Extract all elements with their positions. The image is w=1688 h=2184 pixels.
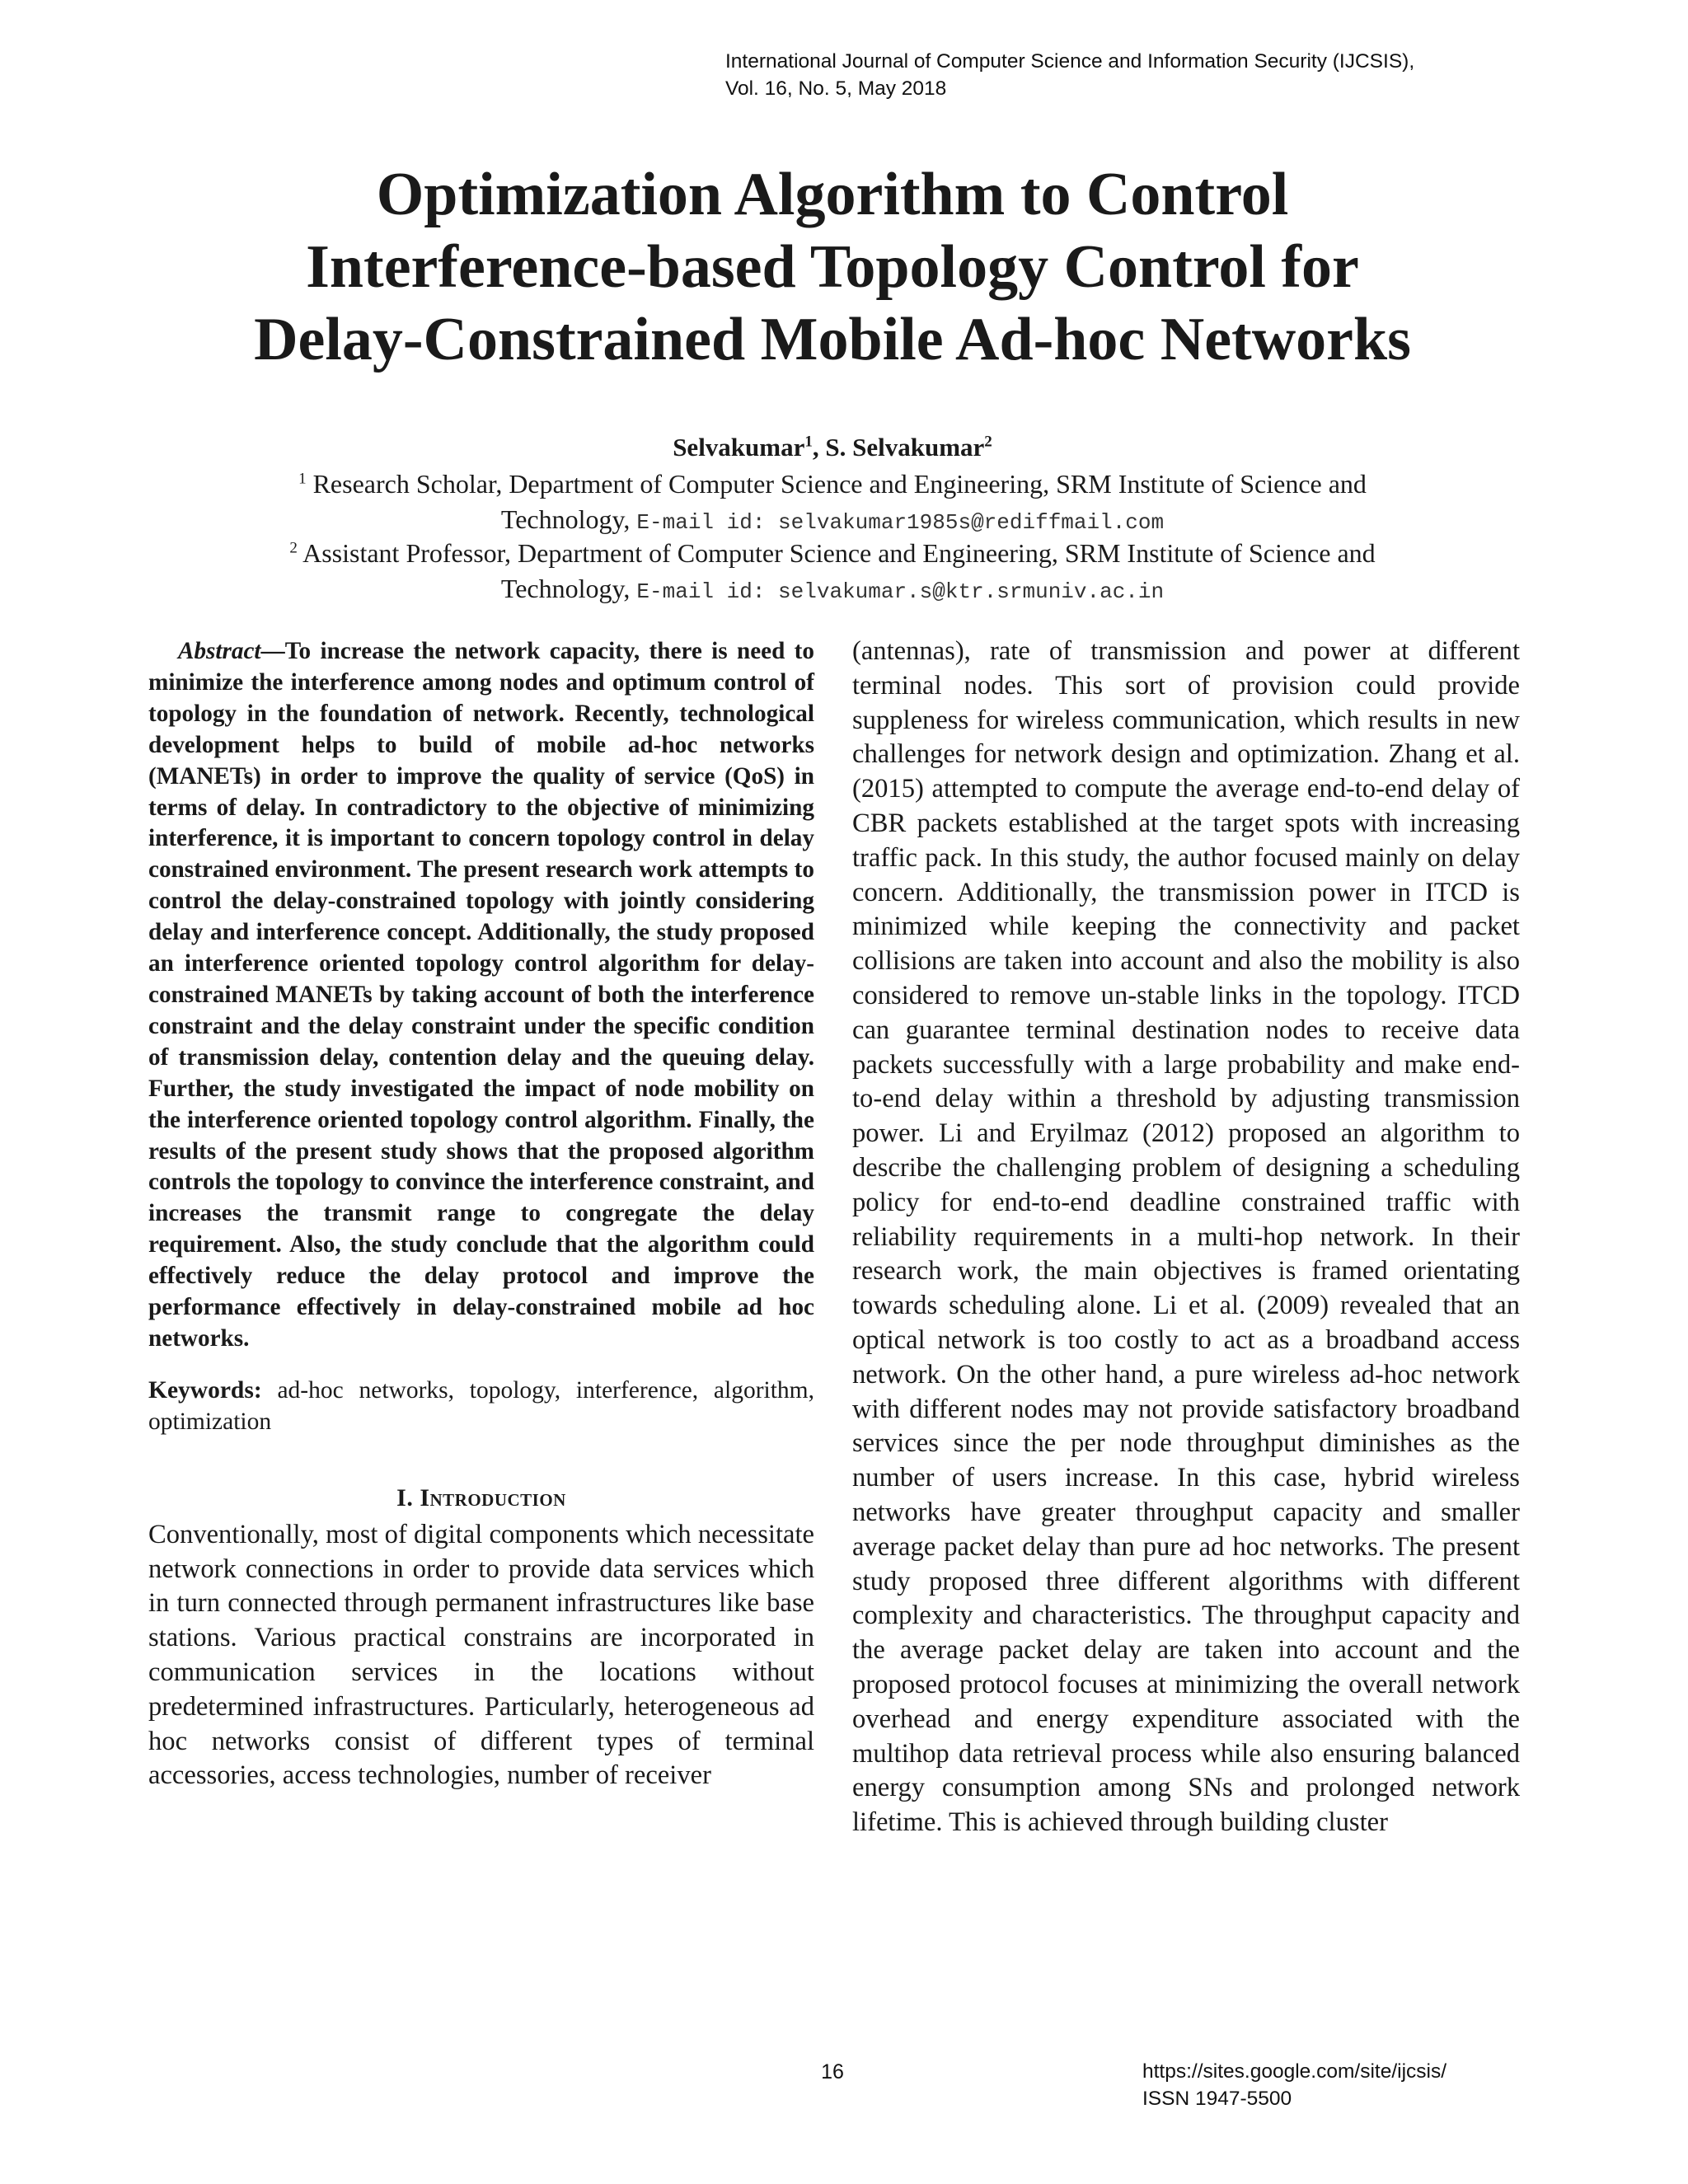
footer-info bbox=[1142, 2058, 1554, 2112]
keywords bbox=[148, 1375, 814, 1437]
right-column bbox=[852, 635, 1520, 1840]
affiliation-1-text-cont: Technology, bbox=[500, 504, 637, 534]
journal-header bbox=[725, 48, 1550, 102]
affiliation-2-text: Assistant Professor, Department of Computer Science and Engineering, SRM Institute of Science and bbox=[297, 538, 1376, 568]
affiliation-1-email: E-mail id: selvakumar1985s@rediffmail.com bbox=[636, 510, 1165, 535]
left-column bbox=[148, 636, 814, 1793]
abstract-label: Abstract bbox=[178, 638, 261, 664]
page-number: 16 bbox=[821, 2060, 844, 2083]
section-number: I. bbox=[396, 1483, 414, 1511]
body-paragraph: (antennas), rate of transmission and power at different terminal nodes. This sort of provision could provide suppleness for wireless communication, which results in new challenges for network design and optimization. Zhang et al. (2015) attempted to compute the average end-to-end delay of CBR packets established at the target spots with increasing traffic pack. In this study, the author focused mainly on delay concern. Additionally, the transmission power in ITCD is minimized while keeping the connectivity and packet collisions are taken into account and also the mobility is also considered to remove un-stable links in the topology. ITCD can guarantee terminal destination nodes to receive data packets successfully with a large probability and make end-to-end delay within a threshold by adjusting transmission power. Li and Eryilmaz (2012) proposed an algorithm to describe the challenging problem of designing a scheduling policy for end-to-end deadline constrained traffic with reliability requirements in a multi-hop network. In their research work, the main objectives is framed orientating towards scheduling alone. Li et al. (2009) revealed that an optical network is too costly to act as a broadband access network. On the other hand, a pure wireless ad-hoc network with different nodes may not provide satisfactory broadband services since the per node throughput diminishes as the number of users increase. In this case, hybrid wireless networks have greater throughput capacity and smaller average packet delay than pure ad hoc networks. The present study proposed three different algorithms with different complexity and characteristics. The throughput capacity and the average packet delay are taken into account and the proposed protocol focuses at minimizing the overall network overhead and energy expenditure associated with the multihop data retrieval process while also ensuring balanced energy consumption among SNs and prolonged network lifetime. This is achieved through building cluster bbox=[852, 636, 1520, 1838]
introduction-paragraph: Conventionally, most of digital components which necessitate network connections in order to provide data services which in turn connected through permanent infrastructures like base stations. Various practical constrains are incorporated in communication services in the locations without predetermined infrastructures. Particularly, heterogeneous ad hoc networks consist of different types of terminal accessories, access technologies, number of receiver bbox=[148, 1519, 814, 1791]
affiliation-1 bbox=[148, 466, 1517, 541]
affiliation-2-email: E-mail id: selvakumar.s@ktr.srmuniv.ac.in bbox=[636, 579, 1165, 604]
abstract-dash: — bbox=[260, 638, 285, 664]
keywords-label: Keywords: bbox=[148, 1376, 262, 1404]
title-line-3: Delay-Constrained Mobile Ad-hoc Networks bbox=[254, 306, 1411, 373]
author-list bbox=[148, 430, 1517, 465]
title-line-1: Optimization Algorithm to Control bbox=[376, 161, 1289, 228]
journal-volume: Vol. 16, No. 5, May 2018 bbox=[725, 77, 947, 100]
author-2-marker: 2 bbox=[984, 433, 992, 451]
keywords-text: ad-hoc networks, topology, interference, algorithm, optimization bbox=[148, 1376, 814, 1435]
author-2-name: S. Selvakumar bbox=[825, 433, 985, 462]
abstract-text: To increase the network capacity, there is need to minimize the interference among nodes and optimum control of topology in the foundation of network. Recently, technological development helps to build of mobile ad-hoc networks (MANETs) in order to improve the quality of service (QoS) in terms of delay. In contradictory to the objective of minimizing interference, it is important to concern topology control in delay constrained environment. The present research work attempts to control the delay-constrained topology with jointly considering delay and interference concept. Additionally, the study proposed an interference oriented topology control algorithm for delay-constrained MANETs by taking account of both the interference constraint and the delay constraint under the specific condition of transmission delay, contention delay and the queuing delay. Further, the study investigated the impact of node mobility on the interference oriented topology control algorithm. Finally, the results of the present study shows that the proposed algorithm controls the topology to convince the interference constraint, and increases the transmit range to congregate the delay requirement. Also, the study conclude that the algorithm could effectively reduce the delay protocol and improve the performance effectively in delay-constrained mobile ad hoc networks. bbox=[148, 638, 814, 1352]
paper-title bbox=[148, 158, 1517, 376]
author-1-name: Selvakumar bbox=[673, 433, 805, 462]
author-separator: , bbox=[812, 433, 826, 462]
affiliation-2-marker: 2 bbox=[289, 539, 298, 557]
issn: ISSN 1947-5500 bbox=[1142, 2088, 1292, 2110]
title-line-2: Interference-based Topology Control for bbox=[306, 233, 1359, 301]
abstract bbox=[148, 636, 814, 1355]
journal-name: International Journal of Computer Science and Information Security (IJCSIS), bbox=[725, 50, 1415, 73]
section-title: Introduction bbox=[420, 1483, 566, 1511]
author-1-marker: 1 bbox=[804, 433, 813, 451]
affiliation-2 bbox=[148, 536, 1517, 610]
section-heading-introduction bbox=[148, 1482, 814, 1515]
affiliation-1-text: Research Scholar, Department of Computer Science and Engineering, SRM Institute of Science and bbox=[306, 469, 1367, 499]
journal-url: https://sites.google.com/site/ijcsis/ bbox=[1142, 2060, 1447, 2083]
affiliation-2-text-cont: Technology, bbox=[500, 574, 637, 603]
affiliation-1-marker: 1 bbox=[298, 470, 307, 488]
